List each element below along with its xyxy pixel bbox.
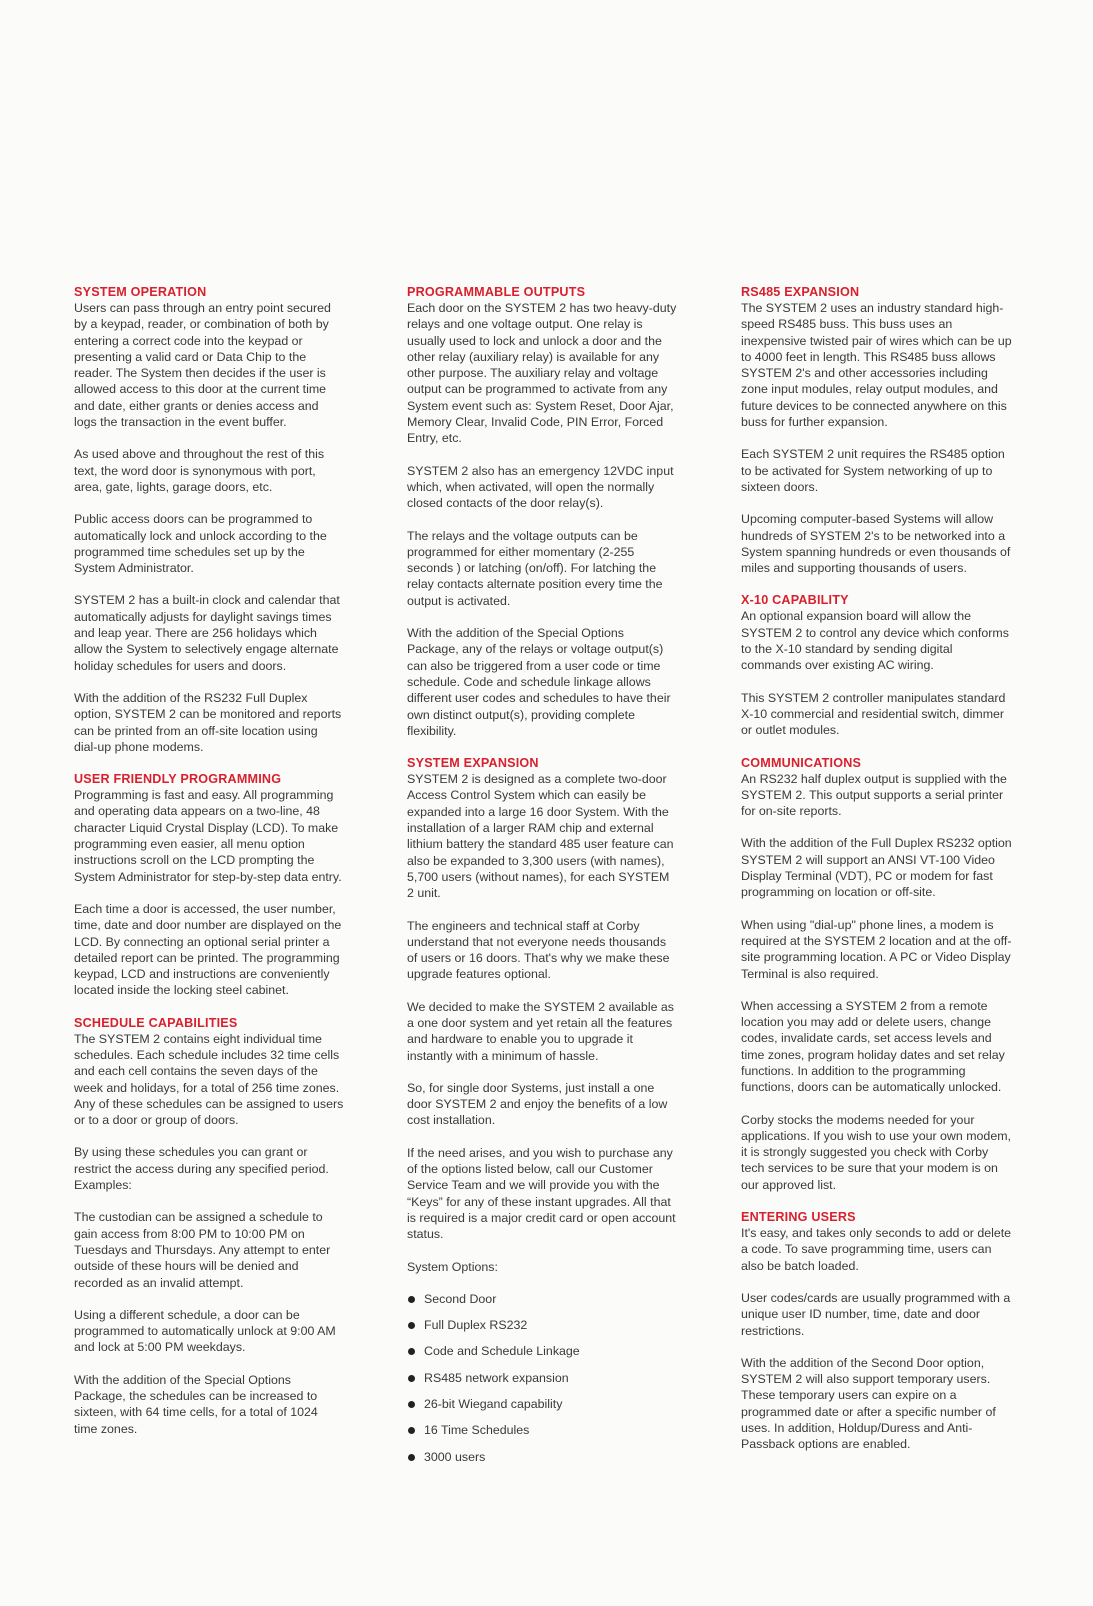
paragraph: By using these schedules you can grant or restrict the access during any specified period. Examples:: [74, 1145, 329, 1193]
paragraph: With the addition of the Special Options Package, the schedules can be increased to sixteen, with 64 time cells, for a total of 1024 time zones.: [74, 1372, 318, 1436]
paragraph: The engineers and technical staff at Corby understand that not everyone needs thousands of users or 16 doors. That's why we make these upgrade features optional.: [407, 918, 670, 982]
section-schedule-capabilities: [74, 1015, 344, 1437]
section-system-expansion: [407, 755, 677, 1475]
option-label: 16 Time Schedules: [424, 1423, 530, 1438]
bullet-icon: [408, 1427, 415, 1434]
column-middle: [407, 284, 677, 1475]
option-label: 3000 users: [424, 1449, 486, 1464]
system-options-label: System Options:: [407, 1259, 498, 1274]
bullet-icon: [408, 1296, 415, 1303]
section-heading: X-10 CAPABILITY: [741, 593, 849, 608]
paragraph: With the addition of the Full Duplex RS232 option SYSTEM 2 will support an ANSI VT-100 Video Display Terminal (VDT), PC or modem for fast programming on location or off-site.: [741, 836, 1012, 900]
paragraph: An optional expansion board will allow the SYSTEM 2 to control any device which conforms to the X-10 standard by sending digital commands over existing AC wiring.: [741, 609, 1009, 673]
section-programmable-outputs: [407, 284, 677, 739]
paragraph: Upcoming computer-based Systems will allow hundreds of SYSTEM 2's to be networked into a System spanning hundreds or even thousands of miles and supporting thousands of users.: [741, 512, 1011, 576]
paragraph: With the addition of the RS232 Full Duplex option, SYSTEM 2 can be monitored and reports can be printed from an off-site location using dial-up phone modems.: [74, 690, 342, 754]
section-rs485-expansion: [741, 284, 1013, 576]
paragraph: The SYSTEM 2 uses an industry standard high-speed RS485 buss. This buss uses an inexpensive twisted pair of wires which can be up to 4000 feet in length. This RS485 buss allows SYSTEM 2's and other accessories including zone input modules, relay output modules, and future devices to be connected anywhere on this buss for further expansion.: [741, 301, 1012, 430]
paragraph: Each SYSTEM 2 unit requires the RS485 option to be activated for System networking of up to sixteen doors.: [741, 447, 1005, 494]
paragraph: An RS232 half duplex output is supplied with the SYSTEM 2. This output supports a serial printer for on-site reports.: [741, 771, 1007, 819]
list-item: [407, 1449, 677, 1475]
paragraph: With the addition of the Special Options Package, any of the relays or voltage output(s) can also be triggered from a user code or time schedule. Code and schedule linkage allows different user codes and schedules to have their own distinct output(s), providing complete flexibility.: [407, 626, 671, 738]
paragraph: So, for single door Systems, just install a one door SYSTEM 2 and enjoy the benefits of a low cost installation.: [407, 1080, 668, 1128]
paragraph: Programming is fast and easy. All programming and operating data appears on a two-line, 48 character Liquid Crystal Display (LCD). To make programming even easier, all menu option instructions scroll on the LCD prompting the System Administrator for step-by-step data entry.: [74, 788, 342, 884]
paragraph: When accessing a SYSTEM 2 from a remote location you may add or delete users, change codes, invalidate cards, set access levels and time zones, program holiday dates and set relay functions. In addition to the programming functions, doors can be automatically unlocked.: [741, 998, 1005, 1095]
system-options-list: [407, 1291, 677, 1475]
list-item: [407, 1291, 677, 1317]
section-user-friendly-programming: [74, 771, 344, 999]
paragraph: SYSTEM 2 has a built-in clock and calendar that automatically adjusts for daylight savings times and leap year. There are 256 holidays which allow the System to selectively engage alternate holiday schedules for users and doors.: [74, 593, 340, 673]
paragraph: Corby stocks the modems needed for your applications. If you wish to use your own modem, it is strongly suggested you check with Corby tech services to be sure that your modem is on our approved list.: [741, 1112, 1011, 1192]
paragraph: User codes/cards are usually programmed with a unique user ID number, time, date and door restrictions.: [741, 1290, 1011, 1338]
section-heading: PROGRAMMABLE OUTPUTS: [407, 285, 586, 299]
paragraph: Each door on the SYSTEM 2 has two heavy-duty relays and one voltage output. One relay is usually used to lock and unlock a door and the other relay (auxiliary relay) is available for any other purpose. The auxiliary relay and voltage output can be programmed to activate from any System event such as: System Reset, Door Ajar, Memory Clear, Invalid Code, PIN Error, Forced Entry, etc.: [407, 301, 677, 446]
list-item: [407, 1370, 677, 1396]
paragraph: Users can pass through an entry point secured by a keypad, reader, or combination of both by entering a correct code into the keypad or presenting a valid card or Data Chip to the reader. The System then decides if the user is allowed access to this door at the current time and date, either grants or denies access and logs the transaction in the event buffer.: [74, 301, 331, 430]
paragraph: The relays and the voltage outputs can be programmed for either momentary (2-255 seconds ) or latching (on/off). For latching the relay contacts alternate position every time the output is activated.: [407, 528, 663, 608]
paragraph: As used above and throughout the rest of this text, the word door is synonymous with port, area, gate, lights, garage doors, etc.: [74, 447, 325, 494]
section-heading: RS485 EXPANSION: [741, 285, 860, 299]
section-system-operation: [74, 284, 344, 755]
list-item: [407, 1343, 677, 1369]
list-item: [407, 1317, 677, 1343]
section-heading: SCHEDULE CAPABILITIES: [74, 1015, 238, 1030]
paragraph: Public access doors can be programmed to automatically lock and unlock according to the programmed time schedules set up by the System Administrator.: [74, 512, 327, 576]
option-label: 26-bit Wiegand capability: [424, 1397, 563, 1412]
option-label: Full Duplex RS232: [424, 1318, 528, 1333]
section-communications: [741, 755, 1013, 1194]
section-x10-capability: [741, 592, 1013, 738]
section-heading: COMMUNICATIONS: [741, 755, 862, 770]
bullet-icon: [408, 1375, 415, 1382]
paragraph: Using a different schedule, a door can be programmed to automatically unlock at 9:00 AM and lock at 5:00 PM weekdays.: [74, 1307, 336, 1355]
list-item: [407, 1422, 677, 1448]
option-label: Code and Schedule Linkage: [424, 1344, 580, 1359]
paragraph: The SYSTEM 2 contains eight individual time schedules. Each schedule includes 32 time cells and each cell contains the seven days of the week and holidays, for a total of 256 time zones. Any of these schedules can be assigned to users or to a door or group of doors.: [74, 1031, 344, 1128]
paragraph: We decided to make the SYSTEM 2 available as a one door system and yet retain all the features and hardware to enable you to upgrade it instantly with a minimum of hassle.: [407, 999, 674, 1063]
option-label: Second Door: [424, 1291, 497, 1306]
section-heading: SYSTEM OPERATION: [74, 285, 207, 299]
list-item: [407, 1396, 677, 1422]
column-right: [741, 284, 1013, 1469]
paragraph: It's easy, and takes only seconds to add or delete a code. To save programming time, users can also be batch loaded.: [741, 1226, 1012, 1273]
section-heading: ENTERING USERS: [741, 1210, 856, 1225]
bullet-icon: [408, 1401, 415, 1408]
paragraph: With the addition of the Second Door option, SYSTEM 2 will also support temporary users. These temporary users can expire on a programmed date or after a specific number of uses. In addition, Holdup/Duress and Anti-Passback options are enabled.: [741, 1355, 996, 1452]
column-left: [74, 284, 344, 1453]
paragraph: If the need arises, and you wish to purchase any of the options listed below, call our Customer Service Team and we will provide you with the “Keys” for any of these instant upgrades. All that is required is a major credit card or open account status.: [407, 1145, 676, 1242]
paragraph: Each time a door is accessed, the user number, time, date and door number are displayed on the LCD. By connecting an optional serial printer a detailed report can be printed. The programming keypad, LCD and instructions are conveniently located inside the locking steel cabinet.: [74, 901, 342, 998]
bullet-icon: [408, 1322, 415, 1329]
section-entering-users: [741, 1209, 1013, 1453]
section-heading: SYSTEM EXPANSION: [407, 756, 539, 771]
paragraph: This SYSTEM 2 controller manipulates standard X-10 commercial and residential switch, dimmer or outlet modules.: [741, 690, 1006, 738]
paragraph: The custodian can be assigned a schedule to gain access from 8:00 PM to 10:00 PM on Tuesdays and Thursdays. Any attempt to enter outside of these hours will be denied and recorded as an invalid attempt.: [74, 1210, 331, 1290]
paragraph: SYSTEM 2 also has an emergency 12VDC input which, when activated, will open the normally closed contacts of the door relay(s).: [407, 463, 674, 511]
paragraph: When using "dial-up" phone lines, a modem is required at the SYSTEM 2 location and at the off-site programming location. A PC or Video Display Terminal is also required.: [741, 917, 1012, 981]
option-label: RS485 network expansion: [424, 1370, 569, 1385]
section-heading: USER FRIENDLY PROGRAMMING: [74, 772, 282, 787]
bullet-icon: [408, 1348, 415, 1355]
bullet-icon: [408, 1454, 415, 1461]
paragraph: SYSTEM 2 is designed as a complete two-door Access Control System which can easily be expanded into a large 16 door System. With the installation of a larger RAM chip and external lithium battery the standard 485 user feature can also be expanded to 3,300 users (with names), 5,700 users (without names), for each SYSTEM 2 unit.: [407, 772, 674, 901]
